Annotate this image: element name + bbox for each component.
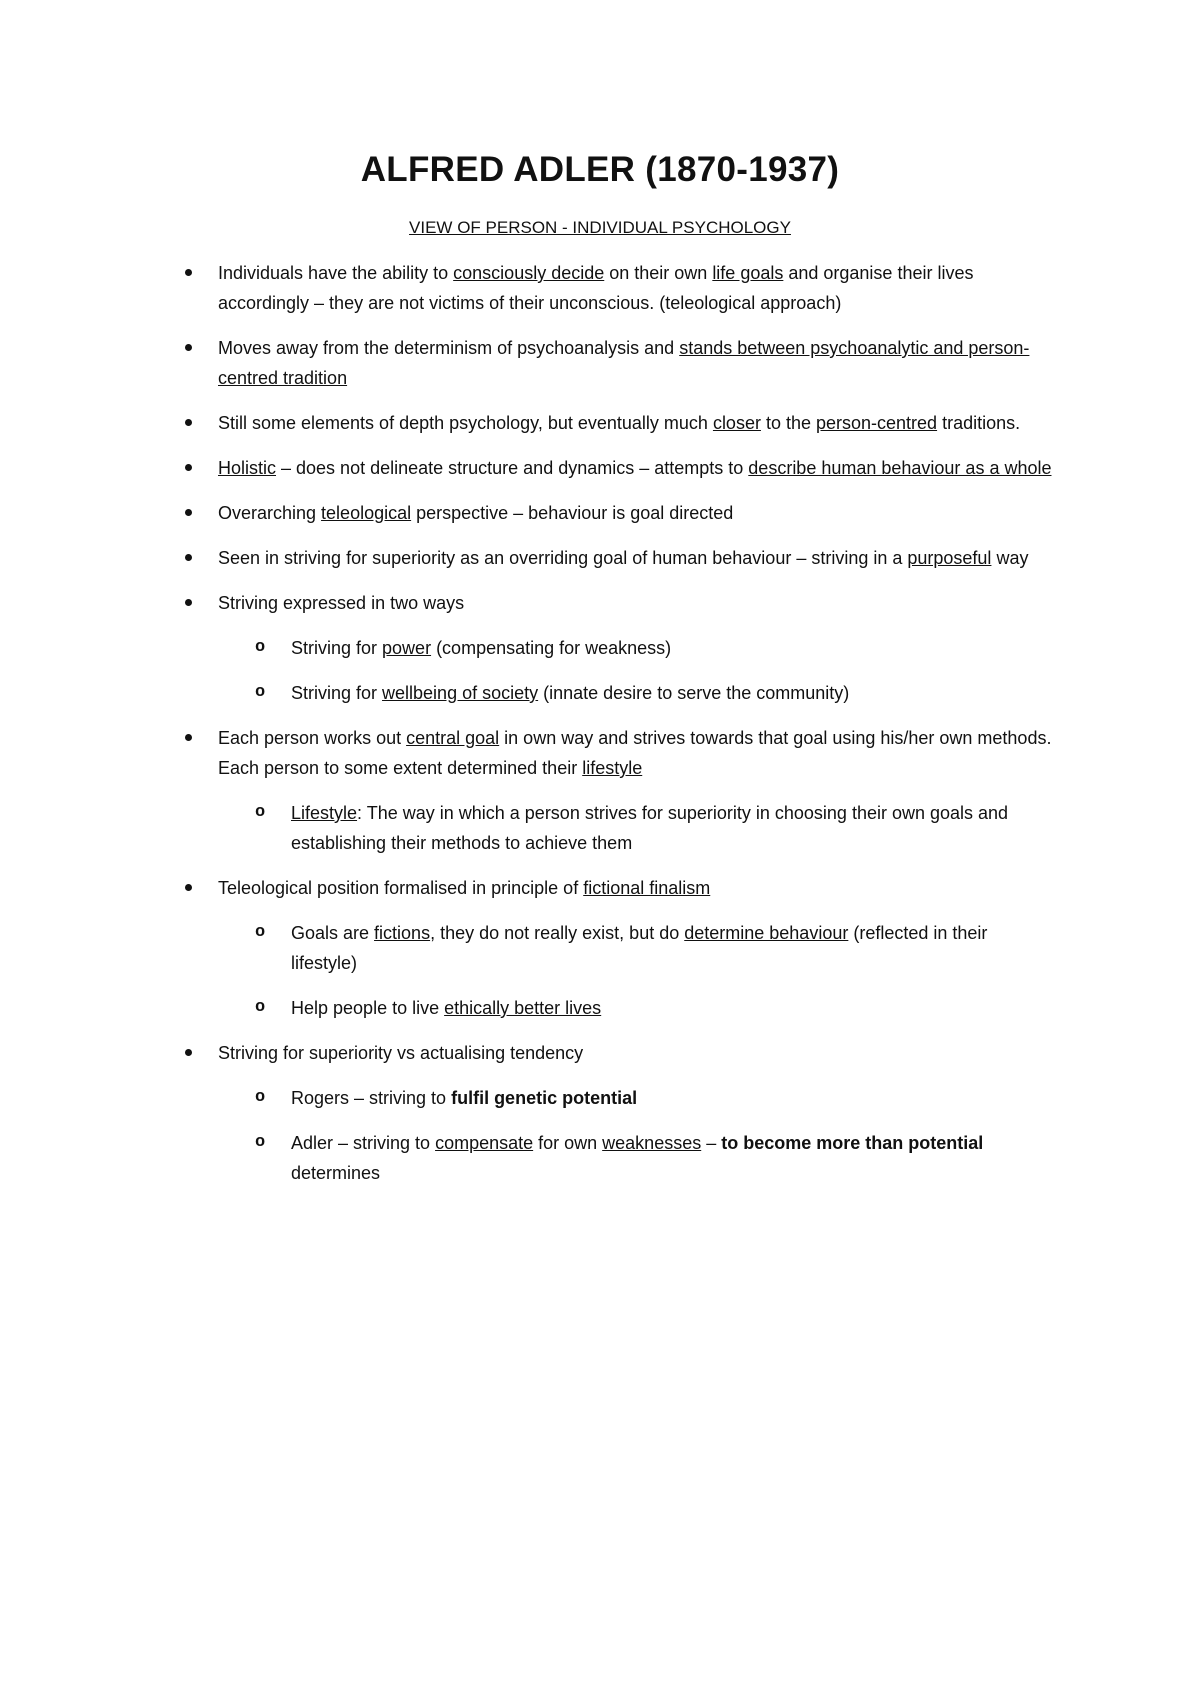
text-run: for own [533,1133,603,1153]
text-run: , they do not really exist, but do [430,923,685,943]
underlined-term: Holistic [218,458,277,478]
underlined-term: weaknesses [602,1133,702,1153]
text-run: Striving for superiority vs actualising tendency [218,1043,584,1063]
text-run: on their own [604,263,713,283]
text-run: – [701,1133,722,1153]
underlined-term: life goals [712,263,784,283]
sub-bullet-item [0,1128,1058,1188]
text-run: Rogers – striving to [291,1088,452,1108]
text-run: (reflected in their lifestyle) [291,923,988,973]
sub-bullet-item [0,798,1058,858]
text-run: Moves away from the determinism of psychoanalysis and [218,338,680,358]
text-run: : The way in which a person strives for superiority in choosing their own goals and establishing their methods to achieve them [291,803,1009,853]
underlined-term: fictional finalism [583,878,711,898]
text-run: Individuals have the ability to [218,263,454,283]
sub-bullet-marker: o [255,1133,266,1152]
bullet-dot-icon [185,509,192,516]
text-run: Striving expressed in two ways [218,593,465,613]
bullet-item [0,873,1058,903]
bullet-dot-icon [185,554,192,561]
sub-bullet-item [0,993,1058,1023]
notes-body [0,258,1200,1203]
bullet-dot-icon [185,419,192,426]
text-run: (innate desire to serve the community) [538,683,850,703]
underlined-term: wellbeing of society [382,683,539,703]
sub-bullet-marker: o [255,1088,266,1107]
bullet-item [0,498,1058,528]
underlined-term: consciously decide [453,263,605,283]
sub-bullet-item [0,918,1058,978]
underlined-term: stands between psychoanalytic and person-centred tradition [218,338,1030,388]
text-run: and organise their lives accordingly – they are not victims of their unconscious. (teleological approach) [218,263,974,313]
underlined-term: teleological [321,503,412,523]
bold-term: fulfil genetic potential [451,1088,638,1108]
text-run: perspective – behaviour is goal directed [411,503,734,523]
bullet-dot-icon [185,1049,192,1056]
bullet-dot-icon [185,734,192,741]
underlined-term: central goal [406,728,500,748]
bullet-item [0,408,1058,438]
text-run: Help people to live [291,998,445,1018]
text-run: in own way and strives towards that goal using his/her own methods. Each person to some extent determined their [218,728,1052,778]
text-run: – does not delineate structure and dynamics – attempts to [276,458,749,478]
text-run: Each person works out [218,728,407,748]
underlined-term: power [382,638,432,658]
underlined-term: describe human behaviour as a whole [748,458,1052,478]
text-run: Overarching [218,503,322,523]
bullet-item [0,543,1058,573]
bullet-item [0,588,1058,618]
sub-bullet-marker: o [255,638,266,657]
underlined-term: closer [712,413,761,433]
text-run: to the [760,413,816,433]
sub-bullet-marker: o [255,803,266,822]
underlined-term: ethically better lives [444,998,602,1018]
text-run: Still some elements of depth psychology, but eventually much [218,413,713,433]
sub-bullet-item [0,1083,1058,1113]
text-run: Striving for [291,683,383,703]
underlined-term: Lifestyle [291,803,358,823]
text-run: Teleological position formalised in principle of [218,878,584,898]
section-heading: VIEW OF PERSON - INDIVIDUAL PSYCHOLOGY [409,218,791,237]
text-run: Goals are [291,923,375,943]
sub-bullet-marker: o [255,998,266,1017]
document-title: ALFRED ADLER (1870-1937) [360,150,840,189]
underlined-term: lifestyle [582,758,643,778]
sub-bullet-item [0,633,1058,663]
bullet-item [0,258,1058,318]
bullet-list [0,258,1200,1188]
text-run: determines [291,1163,381,1183]
underlined-term: compensate [435,1133,534,1153]
bullet-dot-icon [185,269,192,276]
sub-bullet-item [0,678,1058,708]
text-run: traditions. [937,413,1021,433]
bullet-item [0,723,1058,783]
bullet-item [0,1038,1058,1068]
bold-term: to become more than potential [721,1133,984,1153]
text-run: (compensating for weakness) [431,638,672,658]
bullet-dot-icon [185,884,192,891]
bullet-item [0,453,1058,483]
text-run: Adler – striving to [291,1133,436,1153]
underlined-term: fictions [374,923,431,943]
text-run: way [991,548,1029,568]
underlined-term: purposeful [907,548,992,568]
bullet-dot-icon [185,599,192,606]
bullet-item [0,333,1058,393]
text-run: Striving for [291,638,383,658]
sub-bullet-marker: o [255,923,266,942]
underlined-term: determine behaviour [684,923,849,943]
bullet-dot-icon [185,464,192,471]
bullet-dot-icon [185,344,192,351]
sub-bullet-marker: o [255,683,266,702]
text-run: Seen in striving for superiority as an overriding goal of human behaviour – striving in a [218,548,908,568]
underlined-term: person-centred [816,413,938,433]
